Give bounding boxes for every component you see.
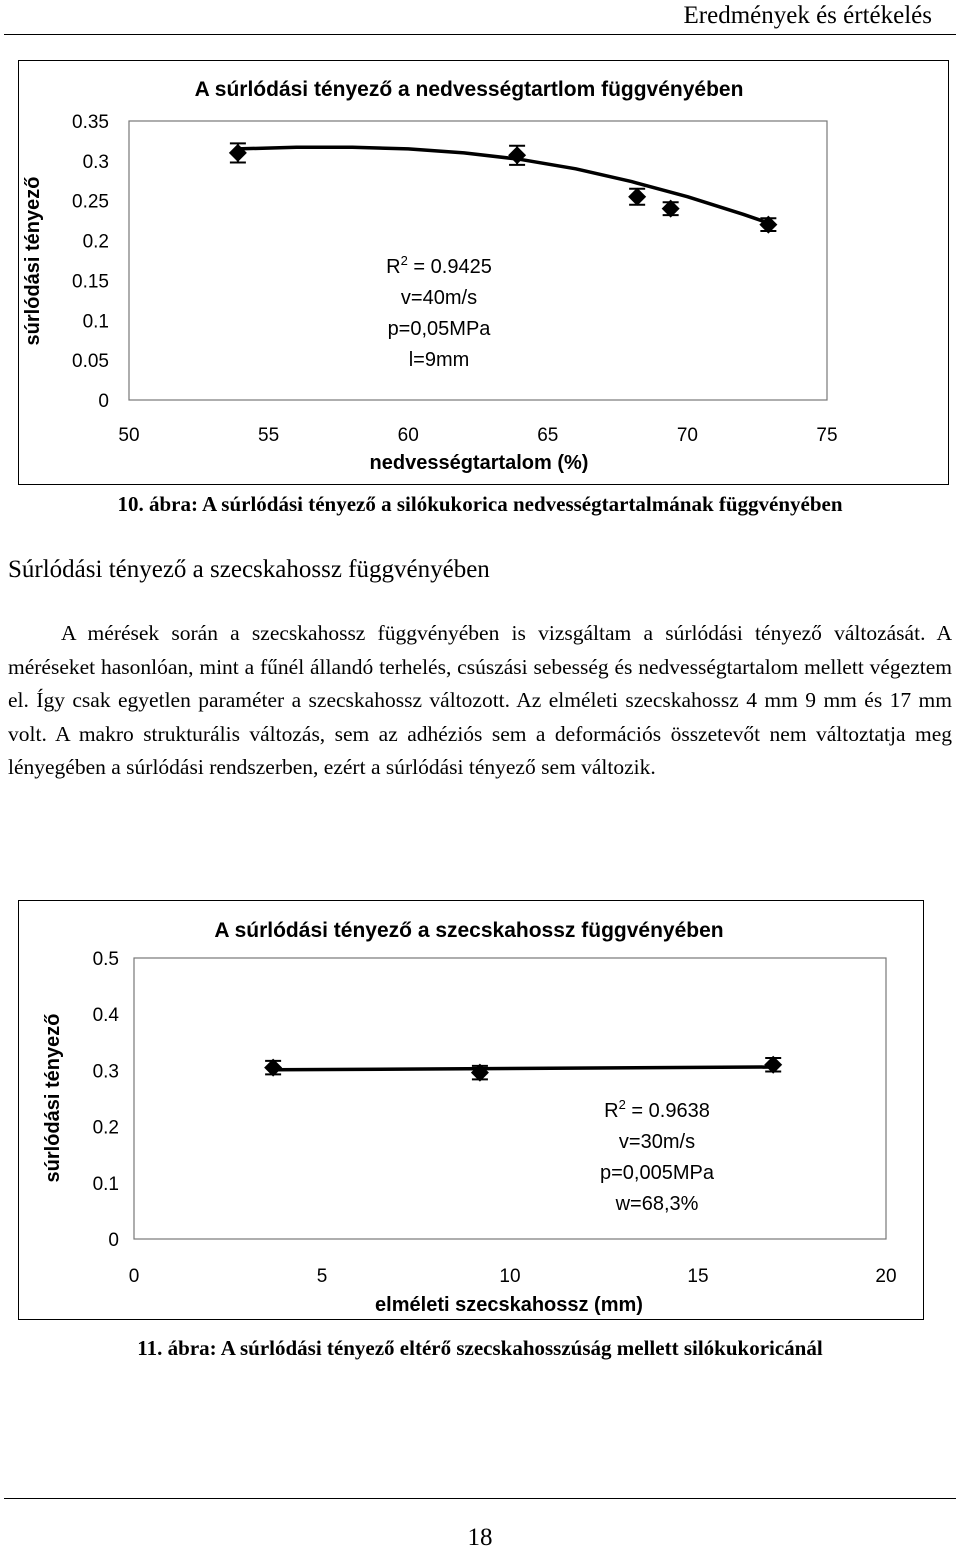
annotation-line: p=0,005MPa (600, 1162, 714, 1184)
y-tick-label: 0 (108, 1230, 119, 1251)
y-tick-label: 0.25 (72, 191, 109, 213)
y-tick-label: 0.15 (72, 271, 109, 293)
page-header (0, 0, 960, 36)
y-tick-label: 0.2 (92, 1117, 119, 1139)
annotation-line: v=30m/s (618, 1131, 696, 1153)
x-tick-label: 10 (499, 1266, 521, 1287)
section-paragraph-text: A mérések során a szecskahossz függvényében is vizsgáltam a súrlódási tényező változását. A méréseket hasonlóan, mint a fűnél állandó terhelés, csúszási sebesség és nedvességtartalom mellett végeztem el. Így csak egyetlen paraméter a szecskahossz változott. Az elméleti szecskahossz 4 mm 9 mm és 17 mm volt. A makro strukturális változás, sem az adhéziós sem a deformációs összetevőt nem változtatja meg lényegében a súrlódási rendszerben, ezért a súrlódási tényező sem változik. (8, 621, 952, 779)
y-tick-label: 0.5 (92, 949, 119, 970)
x-tick-label: 0 (128, 1266, 140, 1287)
page-number: 18 (467, 1524, 493, 1551)
x-tick-label: 55 (258, 425, 280, 446)
y-tick-label: 0.2 (82, 231, 109, 253)
data-point (628, 188, 646, 206)
y-tick-label: 0.1 (82, 311, 109, 333)
data-point (229, 144, 247, 162)
annotation-r-squared: $R^2 = 0.9425$ (386, 253, 492, 278)
y-tick-label: 0 (98, 391, 109, 412)
header-rule (4, 34, 956, 35)
annotation-line: v=40m/s (400, 287, 478, 309)
y-tick-label: 0.05 (72, 351, 109, 373)
x-tick-label: 75 (816, 425, 838, 446)
annotation-line: l=9mm (408, 349, 470, 371)
x-tick-label: 60 (397, 425, 419, 446)
plot-area (134, 958, 886, 1239)
y-tick-label: 0.4 (92, 1005, 119, 1027)
x-tick-label: 65 (537, 425, 559, 446)
y-tick-label: 0.3 (92, 1061, 119, 1083)
chart-title: A súrlódási tényező a szecskahossz függvényében (214, 919, 724, 942)
figure-11-caption: 11. ábra: A súrlódási tényező eltérő szecskahosszúság mellett silókukoricánál (137, 1336, 823, 1360)
x-tick-label: 5 (316, 1266, 328, 1287)
header-title: Eredmények és értékelés (683, 2, 932, 29)
x-tick-label: 70 (676, 425, 698, 446)
footer-rule (4, 1498, 956, 1499)
x-tick-label: 50 (118, 425, 140, 446)
figure-10-svg (19, 61, 948, 484)
figure-11-svg (19, 901, 923, 1319)
y-tick-label: 0.35 (72, 112, 109, 133)
y-axis-label: súrlódási tényező (42, 1013, 64, 1183)
trendline (238, 147, 769, 223)
figure-10-caption: 10. ábra: A súrlódási tényező a silókukorica nedvességtartalmának függvényében (117, 492, 843, 516)
annotation-line: p=0,05MPa (387, 318, 491, 340)
y-tick-label: 0.1 (92, 1173, 119, 1195)
figure-10-chart (18, 60, 949, 485)
section-heading: Súrlódási tényező a szecskahossz függvényében (8, 556, 490, 583)
annotation-line: w=68,3% (615, 1193, 699, 1215)
x-tick-label: 15 (687, 1266, 709, 1287)
annotation-r-squared: $R^2 = 0.9638$ (604, 1097, 710, 1122)
y-axis-label: súrlódási tényező (22, 176, 44, 346)
y-tick-label: 0.3 (82, 151, 109, 173)
figure-11-chart (18, 900, 924, 1320)
x-axis-label: elméleti szecskahossz (mm) (375, 1294, 643, 1316)
chart-title: A súrlódási tényező a nedvességtartlom függvényében (194, 78, 744, 101)
x-tick-label: 20 (875, 1266, 897, 1287)
x-axis-label: nedvességtartalom (%) (369, 452, 589, 474)
trendline (273, 1067, 773, 1070)
section-paragraph (8, 617, 952, 785)
